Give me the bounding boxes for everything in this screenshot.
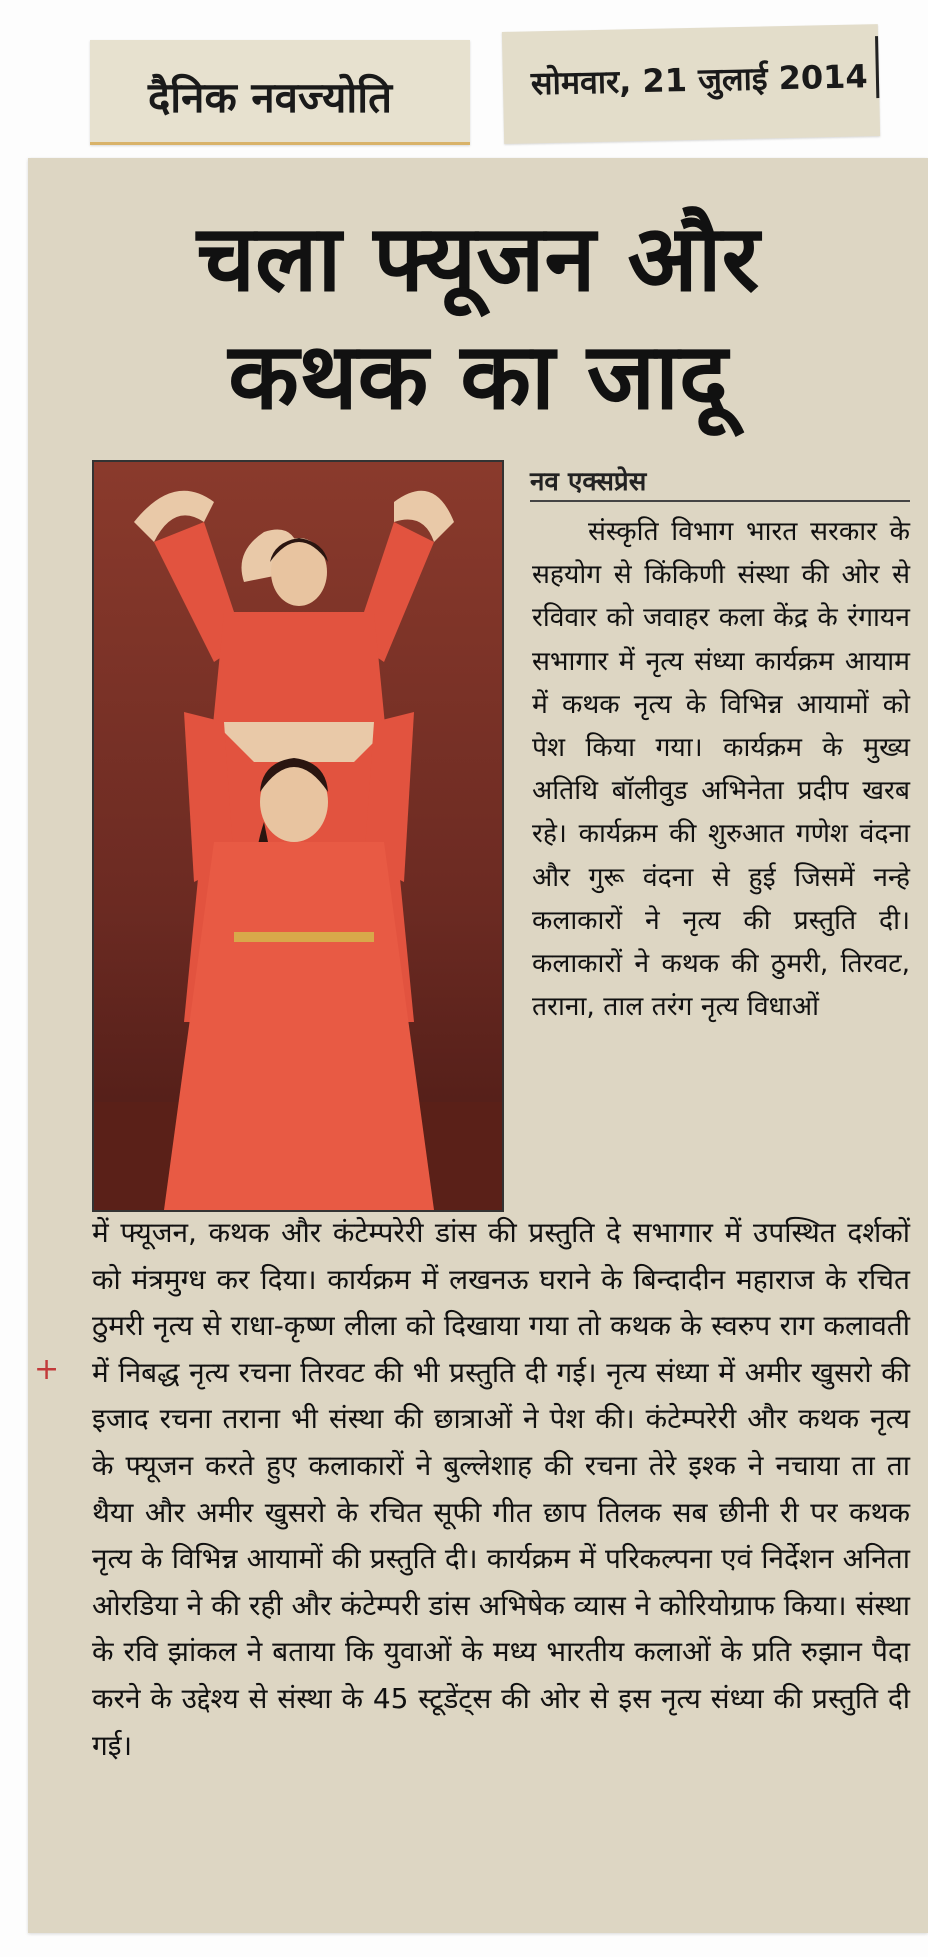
byline-rule (530, 500, 910, 502)
dateline-clipping (502, 24, 880, 144)
front-dancer (164, 712, 434, 1210)
full-width-body-text: में फ्यूजन, कथक और कंटेम्परेरी डांस की प्रस्तुति दे सभागार में उपस्थित दर्शकों को मंत्रमुग्ध कर दिया। कार्यक्रम में लखनऊ घराने के बिन्दादीन महाराज के रचित ठुमरी नृत्य से राधा-कृष्ण लीला को दिखाया गया तो कथक के स्वरुप राग कलावती में निबद्ध नृत्य रचना तिरवट की भी प्रस्तुति दी गई। नृत्य संध्या में अमीर खुसरो की इजाद रचना तराना भी संस्था की छात्राओं ने पेश की। कंटेम्परेरी और कथक नृत्य के फ्यूजन करते हुए कलाकारों ने बुल्लेशाह की रचना तेरे इश्क ने नचाया ता ता थैया और अमीर खुसरो के रचित सूफी गीत छाप तिलक सब छीनी री पर कथक नृत्य के विभिन्न आयामों की प्रस्तुति दी। कार्यक्रम में परिकल्पना एवं निर्देशन अनिता ओरडिया ने की रही और कंटेम्परी डांस अभिषेक व्यास ने कोरियोग्राफ किया। संस्था के रवि झांकल ने बताया कि युवाओं के मध्य भारतीय कलाओं के प्रति रुझान पैदा करने के उद्देश्य से संस्था के 45 स्टूडेंट्स की ओर से इस नृत्य संध्या की प्रस्तुति दी गई। (92, 1216, 910, 1762)
newspaper-name: दैनिक नवज्योति (148, 73, 393, 122)
article-clipping (28, 158, 928, 1933)
publication-date: सोमवार, 21 जुलाई 2014 (530, 57, 869, 103)
headline-line-1: चला फ्यूजन और (196, 205, 760, 312)
dancers-illustration (94, 462, 502, 1210)
dancers-photo (92, 460, 504, 1212)
byline: नव एक्सप्रेस (530, 467, 647, 497)
registration-mark-icon: + (34, 1352, 60, 1387)
column-body-text: संस्कृति विभाग भारत सरकार के सहयोग से किंकिणी संस्था की ओर से रविवार को जवाहर कला केंद्र के रंगायन सभागार में नृत्य संध्या कार्यक्रम आयाम में कथक नृत्य के विभिन्न आयामों को पेश किया गया। कार्यक्रम के मुख्य अतिथि बॉलीवुड अभिनेता प्रदीप खरब रहे। कार्यक्रम की शुरुआत गणेश वंदना और गुरू वंदना से हुई जिसमें नन्हे कलाकारों ने नृत्य की प्रस्तुति दी। कलाकारों ने कथक की ठुमरी, तिरवट, तराना, ताल तरंग नृत्य विधाओं (532, 516, 910, 1023)
column-rule (875, 36, 879, 98)
headline (28, 200, 928, 436)
newspaper-masthead-clipping (90, 40, 470, 145)
headline-line-2: कथक का जादू (228, 323, 728, 430)
